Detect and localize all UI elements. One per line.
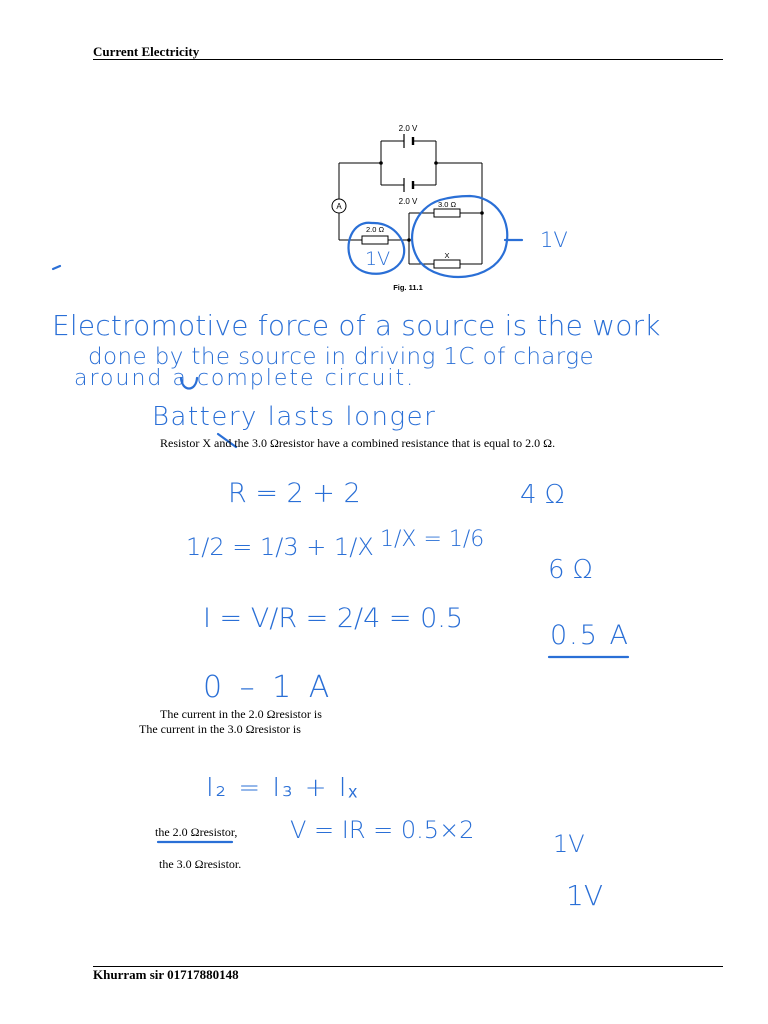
hw-eq-ohm: V = IR = 0.5×2 bbox=[290, 816, 475, 844]
combined-resistance-statement: Resistor X and the 3.0 Ωresistor have a combined resistance that is equal to 2.0 Ω. bbox=[160, 436, 556, 450]
circuit-diagram bbox=[320, 115, 520, 300]
ammeter-label: A bbox=[336, 202, 342, 211]
hw-eq-parallel: 1/2 = 1/3 + 1/X bbox=[186, 533, 374, 561]
hw-emf-line2: done by the source in driving 1C of charge bbox=[88, 344, 594, 370]
resistor-3ohm-label: 3.0 Ω bbox=[437, 200, 457, 209]
current-2ohm-prompt: The current in the 2.0 Ωresistor is bbox=[160, 707, 322, 721]
hw-eq-current: I = V/R = 2/4 = 0.5 bbox=[203, 603, 464, 634]
hw-answer-4ohm: 4 Ω bbox=[520, 480, 565, 510]
header-divider bbox=[93, 59, 723, 60]
figure-caption: Fig. 11.1 bbox=[393, 283, 423, 292]
resistor-3ohm bbox=[434, 209, 460, 217]
hw-emf-line3: around a complete circuit. bbox=[74, 366, 416, 391]
resistor-2ohm bbox=[362, 236, 388, 244]
junction-dot bbox=[480, 211, 484, 215]
hw-note-right-1v: 1V bbox=[540, 228, 568, 252]
current-3ohm-prompt: The current in the 3.0 Ωresistor is bbox=[139, 722, 301, 736]
hw-battery-note: Battery lasts longer bbox=[152, 402, 437, 432]
hw-answer-1v-b: 1V bbox=[566, 879, 603, 912]
hw-eq-range: 0 – 1 A bbox=[203, 670, 334, 705]
junction-dot bbox=[434, 161, 438, 165]
junction-dot bbox=[379, 161, 383, 165]
page-header-title: Current Electricity bbox=[93, 44, 200, 59]
pd-2ohm-prompt: the 2.0 Ωresistor, bbox=[155, 825, 238, 839]
resistor-x bbox=[434, 260, 460, 268]
junction-dot bbox=[407, 238, 411, 242]
hw-eq-parallel-solved: 1/X = 1/6 bbox=[380, 527, 485, 552]
ink-tick-left bbox=[53, 266, 60, 269]
hw-eq-resistance: R = 2 + 2 bbox=[228, 478, 361, 509]
battery-top-label: 2.0 V bbox=[398, 124, 418, 133]
page-footer-text: Khurram sir 01717880148 bbox=[93, 967, 239, 982]
pd-3ohm-prompt: the 3.0 Ωresistor. bbox=[159, 857, 242, 871]
hw-note-left-1v: 1V bbox=[365, 248, 391, 270]
hw-answer-1v-a: 1V bbox=[553, 830, 585, 858]
battery-bottom-label: 2.0 V bbox=[398, 197, 418, 206]
hw-answer-current: 0.5 A bbox=[550, 620, 630, 651]
resistor-x-label: X bbox=[444, 251, 450, 260]
resistor-2ohm-label: 2.0 Ω bbox=[365, 225, 385, 234]
hw-emf-line1: Electromotive force of a source is the work bbox=[52, 309, 661, 342]
hw-answer-6ohm: 6 Ω bbox=[548, 555, 593, 585]
hw-eq-kirchhoff: I₂ = I₃ + Iₓ bbox=[206, 773, 360, 803]
